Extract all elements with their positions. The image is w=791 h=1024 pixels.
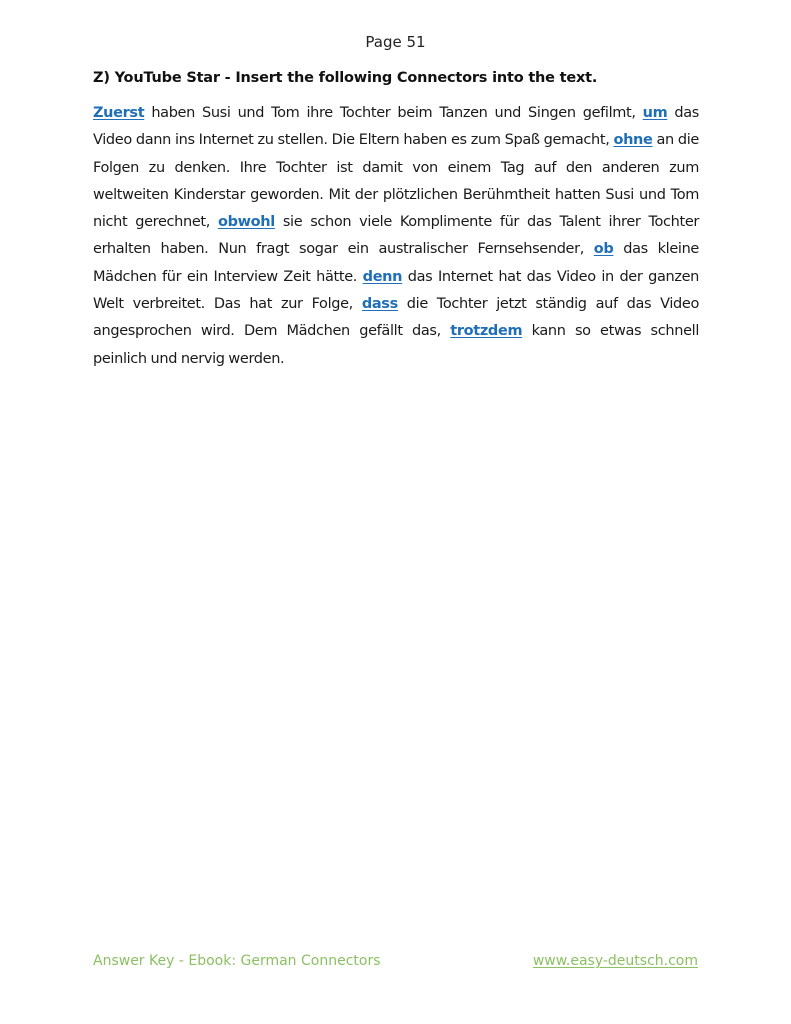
- answer-connector: obwohl: [217, 214, 275, 231]
- answer-connector: ohne: [613, 132, 653, 149]
- answer-connector: trotzdem: [450, 323, 523, 340]
- answer-connector: denn: [362, 268, 403, 285]
- paragraph-text: das Video dann ins Internet zu stellen. Die Eltern haben es zum Spaß gemacht,: [93, 105, 699, 149]
- exercise-paragraph: [93, 100, 699, 373]
- paragraph-text: kann so etwas schnell peinlich und nervig werden.: [93, 323, 699, 367]
- exercise-heading: Z) YouTube Star - Insert the following Connectors into the text.: [93, 70, 598, 86]
- paragraph-text: sie schon viele Komplimente für das Talent ihrer Tochter erhalten haben. Nun fragt sogar ein australischer Fernsehsender,: [93, 214, 699, 258]
- answer-connector: ob: [593, 241, 614, 258]
- paragraph-text: an die Folgen zu denken. Ihre Tochter ist damit von einem Tag auf den anderen zum weltweiten Kinderstar geworden. Mit der plötzlichen Berühmtheit hatten Susi und Tom nicht gerechnet,: [93, 132, 699, 231]
- answer-connector: dass: [361, 296, 398, 313]
- paragraph-text: das kleine Mädchen für ein Interview Zeit hätte.: [93, 241, 699, 285]
- answer-connector: um: [642, 105, 668, 121]
- paragraph-text: haben Susi und Tom ihre Tochter beim Tanzen und Singen gefilmt,: [144, 105, 643, 121]
- paragraph-text: das Internet hat das Video in der ganzen Welt verbreitet. Das hat zur Folge,: [93, 268, 699, 313]
- answer-connector: Zuerst: [93, 105, 145, 121]
- page-number: Page 51: [365, 33, 426, 51]
- paragraph-text: die Tochter jetzt ständig auf das Video angesprochen wird. Dem Mädchen gefällt das,: [93, 296, 699, 340]
- footer-website-link[interactable]: www.easy-deutsch.com: [532, 953, 698, 969]
- footer-ebook-title: Answer Key - Ebook: German Connectors: [93, 953, 381, 969]
